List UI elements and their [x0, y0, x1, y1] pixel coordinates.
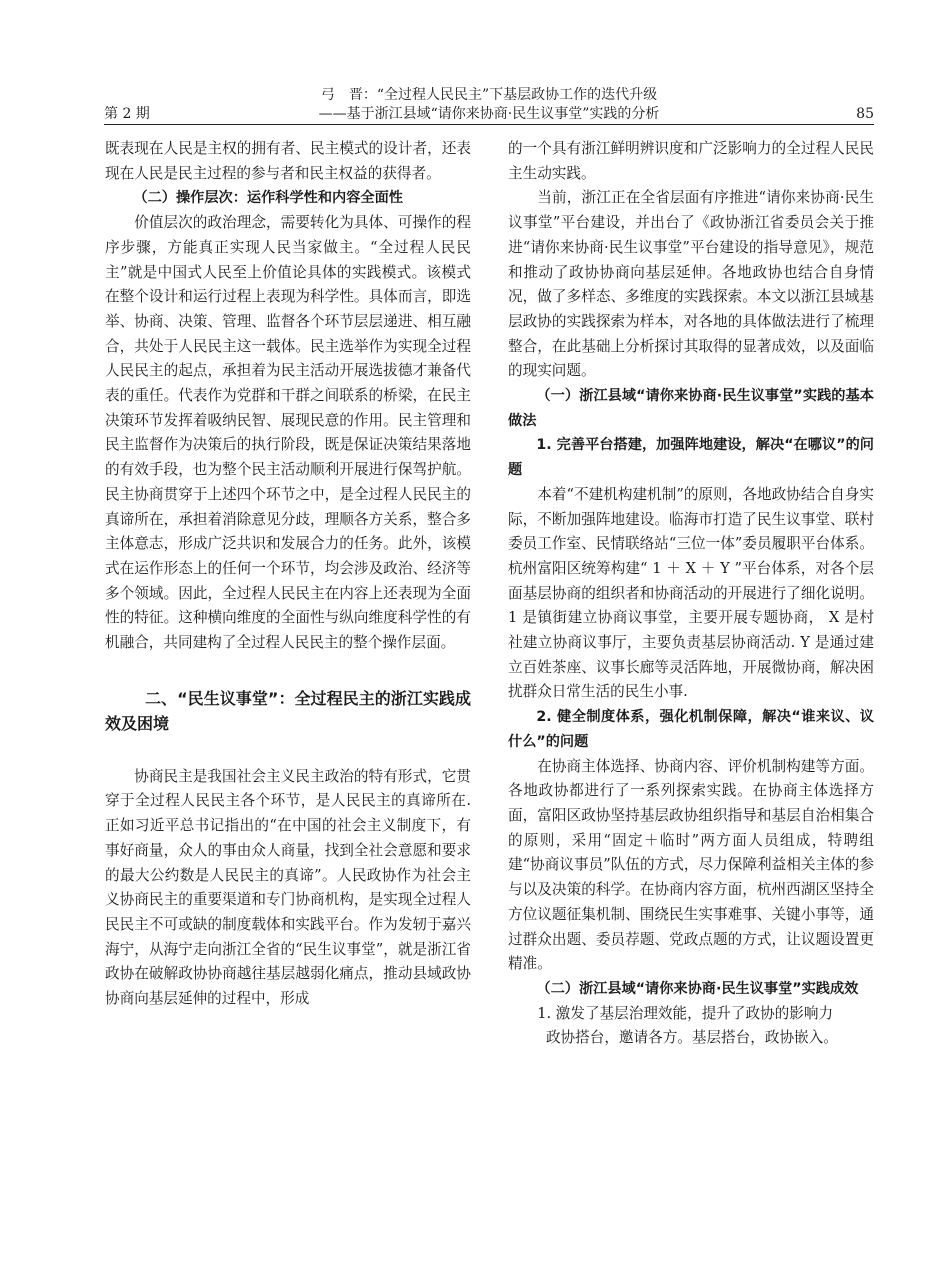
paragraph: 在协商主体选择、协商内容、评价机制构建等方面。各地政协都进行了一系列探索实践。在协商主体选择方面，富阳区政协坚持基层政协组织指导和基层自治相集合的原则，采用“固定＋临时”两方面人员组成，特聘组建“协商议事员”队伍的方式，尽力保障利益相关主体的参与以及决策的科学。在协商内容方面，杭州西湖区坚持全方位议题征集机制、围绕民生实事难事、关键小事等，通过群众出题、委员荐题、党政点题的方式，让议题设置更精准。 — [508, 757, 874, 973]
paragraph: 既表现在人民是主权的拥有者、民主模式的设计者，还表现在人民是民主过程的参与者和民主权益的获得者。 — [105, 140, 471, 182]
paragraph: 协商民主是我国社会主义民主政治的特有形式，它贯穿于全过程人民民主各个环节，是人民民主的真谛所在. 正如习近平总书记指出的“在中国的社会主义制度下，有事好商量，众人的事由众人商量，找到全社会意愿和要求的最大公约数是人民民主的真谛”。人民政协作为社会主义协商民主的重要渠道和专门协商机构，是实现全过程人民民主不可或缺的制度载体和实践平台。作为发轫于嘉兴海宁，从海宁走向浙江全省的“民生议事堂”，就是浙江省政协在破解政协协商越往基层越弱化痛点，推动县域政协协商向基层延伸的过程中，形成 — [105, 767, 471, 1008]
issue-label: 第 2 期 — [104, 106, 150, 122]
paragraph: 价值层次的政治理念，需要转化为具体、可操作的程序步骤，方能真正实现人民当家做主。“全过程人民民主”就是中国式人民至上价值论具体的实践模式。该模式在整个设计和运行过程上表现为科学性。具体而言，即选举、协商、决策、管理、监督各个环节层层递进、相互融合，共处于人民民主这一载体。民主选举作为实现全过程人民民主的起点，承担着为民主活动开展选拔德才兼备代表的重任。代表作为党群和干群之间联系的桥梁，在民主决策环节发挥着吸纳民智、展现民意的作用。民主管理和民主监督作为决策后的执行阶段，既是保证决策结果落地的有效手段，也为整个民主活动顺利开展进行保驾护航。民主协商贯穿于上述四个环节之中，是全过程人民民主的真谛所在，承担着消除意见分歧，理顺各方关系，整合多主体意志，形成广泛共识和发展合力的任务。此外，该模式在运作形态上的任何一个环节，均会涉及政治、经济等多个领域。因此，全过程人民民主在内容上还表现为全面性的特征。这种横向维度的全面性与纵向维度科学性的有机融合，共同建构了全过程人民民主的整个操作层面。 — [105, 214, 471, 652]
paragraph: 的一个具有浙江鲜明辨识度和广泛影响力的全过程人民民主生动实践。 — [508, 140, 874, 182]
left-column — [105, 137, 471, 1012]
header-title-line2: ——基于浙江县域“请你来协商·民生议事堂”实践的分析 — [318, 106, 660, 122]
header-title-line1: 弓 晋：“全过程人民民主”下基层政协工作的迭代升级 — [320, 87, 658, 103]
right-column — [508, 137, 874, 1051]
subsubsection-heading: 2. 健全制度体系，强化机制保障，解决“谁来议、议什么”的问题 — [508, 709, 874, 750]
paragraph: 政协搭台，邀请各方。基层搭台，政协嵌入。 — [545, 1029, 838, 1047]
subsubsection-heading: 1. 完善平台搭建，加强阵地建设，解决“在哪议”的问题 — [508, 437, 874, 479]
subsection-heading: （二）浙江县域“请你来协商·民生议事堂”实践成效 — [536, 980, 859, 997]
subsection-heading: （一）浙江县域“请你来协商·民生议事堂”实践的基本做法 — [508, 388, 874, 429]
paragraph: 本着“不建机构建机制”的原则，各地政协结合自身实际，不断加强阵地建设。临海市打造了民生议事堂、联村委员工作室、民情联络站“三位一体”委员履职平台体系。杭州富阳区统筹构建“ 1 ＋ X ＋ Y ”平台体系，对各个层面基层协商的组织者和协商活动的开展进行了细化说明。 1 是镇街建立协商议事堂，主要开展专题协商， X 是村社建立协商议事厅，主要负责基层协商活动. Y 是通过建立百姓茶座、议事长廊等灵活阵地，开展微协商，解决困扰群众日常生活的民生小事. — [508, 485, 874, 701]
header-rule — [104, 124, 874, 125]
page-number: 85 — [856, 106, 874, 122]
section-heading: 二、“民生议事堂”：全过程民主的浙江实践成效及困境 — [105, 688, 471, 733]
list-item: 1. 激发了基层治理效能，提升了政协的影响力 — [537, 1004, 834, 1022]
subsection-heading: （二）操作层次：运作科学性和内容全面性 — [133, 190, 403, 207]
running-header — [104, 86, 874, 126]
paragraph: 当前，浙江正在全省层面有序推进“请你来协商·民生议事堂”平台建设，并出台了《政协浙江省委员会关于推进“请你来协商·民生议事堂”平台建设的指导意见》，规范和推动了政协协商向基层延伸。各地政协也结合自身情况，做了多样态、多维度的实践探索。本文以浙江县域基层政协的实践探索为样本，对各地的具体做法进行了梳理整合，在此基础上分析探讨其取得的显著成效，以及面临的现实问题。 — [508, 189, 874, 380]
